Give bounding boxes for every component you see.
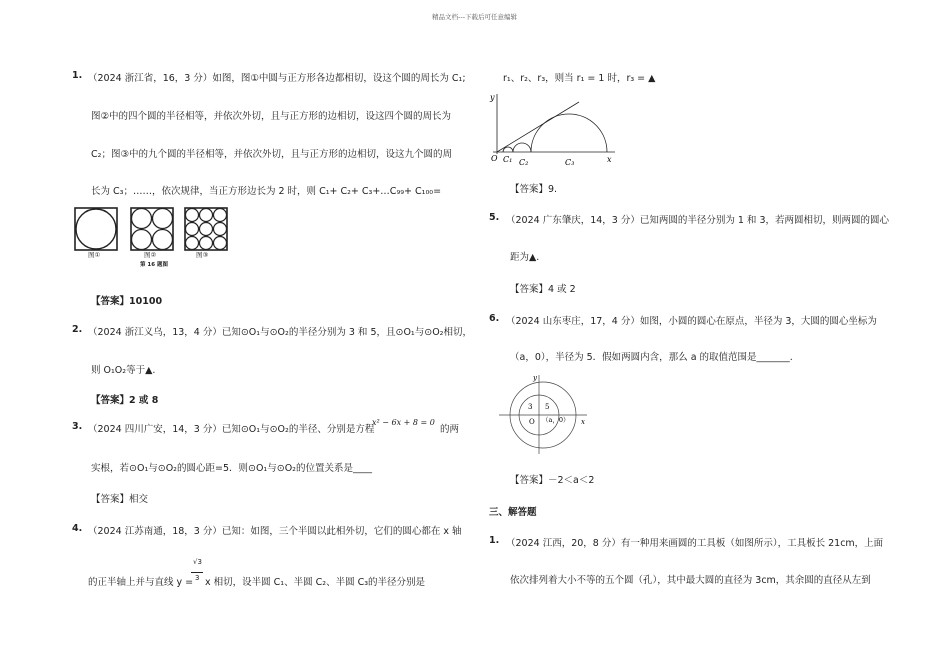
q1-fig2-square xyxy=(131,208,173,250)
q3-line-1b: 的两 xyxy=(440,424,460,435)
s1-line-1: （2024 江西，20，8 分）有一种用来画圆的工具板（如图所示），工具板长 21cm，上面 xyxy=(506,538,884,549)
q1-fig1-square xyxy=(75,208,117,250)
q1-line-2: 图②中的四个圆的半径相等，并依次外切，且与正方形的边相切，设这四个圆的周长为 xyxy=(91,111,452,122)
page-header: 精品文档---下载后可任意编辑 xyxy=(432,13,518,21)
q1-fig3-square xyxy=(185,208,227,250)
q4-semicircle-c3 xyxy=(531,114,607,152)
q4-line-2a: 的正半轴上并与直线 y = xyxy=(88,577,194,588)
q6-label-r5: 5 xyxy=(545,403,550,411)
q1-line-4: 长为 C₃；……，依次规律，当正方形边长为 2 时，则 C₁+ C₂+ C₃+…C₉₉+ C₁₀₀= xyxy=(91,186,442,197)
q6-number: 6. xyxy=(489,313,500,324)
q2-answer: 【答案】2 或 8 xyxy=(91,395,159,406)
q4-label-x: x xyxy=(607,155,612,164)
q4-frac-num: √3 xyxy=(193,558,202,566)
q6-label-r3: 3 xyxy=(528,403,533,411)
q4-answer: 【答案】9. xyxy=(510,184,558,195)
q6-answer: 【答案】－2＜a＜2 xyxy=(510,475,595,486)
q5-line-2: 距为▲. xyxy=(510,252,540,263)
q4-tangent-line xyxy=(497,102,579,152)
q6-label-y: y xyxy=(533,374,537,382)
q1-fig2-circle xyxy=(132,230,152,250)
q3-answer: 【答案】相交 xyxy=(91,494,149,505)
q6-line-2: （a，0），半径为 5．假如两圆内含，那么 a 的取值范围是_______. xyxy=(510,352,793,363)
q5-answer: 【答案】4 或 2 xyxy=(510,284,576,295)
q5-line-1: （2024 广东肇庆，14，3 分）已知两圆的半径分别为 1 和 3，若两圆相切，则两圆的圆心 xyxy=(506,215,889,226)
q4-frac-bar xyxy=(191,572,203,573)
q4-label-c2: C₂ xyxy=(519,158,529,167)
q5-number: 5. xyxy=(489,212,500,223)
q1-fig2-circle xyxy=(153,209,173,229)
q6-label-x: x xyxy=(581,418,585,426)
q1-fig2-circle xyxy=(132,209,152,229)
q1-number: 1. xyxy=(72,70,83,81)
q4-number: 4. xyxy=(72,523,83,534)
q4-label-y: y xyxy=(490,93,495,102)
section-heading: 三、解答题 xyxy=(489,507,537,518)
q4-line-1: （2024 江苏南通，18，3 分）已知：如图，三个半圆以此相外切，它们的圆心都在 x 轴 xyxy=(88,526,462,537)
q3-number: 3. xyxy=(72,421,83,432)
q4-label-c3: C₃ xyxy=(565,158,575,167)
q1-answer: 【答案】10100 xyxy=(91,296,163,307)
q6-label-point: （a，0） xyxy=(542,416,570,424)
s1-line-2: 依次排列着大小不等的五个圆（孔），其中最大圆的直径为 3cm，其余圆的直径从左到 xyxy=(510,575,871,586)
q4-figure xyxy=(487,90,622,170)
s1-number: 1. xyxy=(489,535,500,546)
q4-line-2b: x 相切，设半圆 C₁、半圆 C₂、半圆 C₃的半径分别是 xyxy=(205,577,426,588)
q6-label-o: O xyxy=(529,418,535,426)
q1-fig3-label: 图③ xyxy=(196,251,209,259)
q1-line-1: （2024 浙江省，16，3 分）如图，图①中圆与正方形各边都相切，设这个圆的周长为 C₁; xyxy=(88,73,466,84)
q4-label-c1: C₁ xyxy=(503,155,513,164)
q1-fig1-circle xyxy=(76,209,116,249)
q3-equation: x² − 6x + 8 = 0 xyxy=(372,418,435,427)
q1-line-3: C₂；图③中的九个圆的半径相等，并依次外切，且与正方形的边相切，设这九个圆的周 xyxy=(91,149,452,160)
q1-fig-caption: 第 16 题图 xyxy=(140,262,168,268)
q2-line-2: 则 O₁O₂等于▲. xyxy=(91,365,156,376)
q3-line-2: 实根，若⊙O₁与⊙O₂的圆心距=5．则⊙O₁与⊙O₂的位置关系是____ xyxy=(91,463,372,474)
q1-fig2-label: 图② xyxy=(144,251,157,259)
q2-number: 2. xyxy=(72,324,83,335)
q4-label-o: O xyxy=(491,154,498,163)
q2-line-1: （2024 浙江义乌，13，4 分）已知⊙O₁与⊙O₂的半径分别为 3 和 5，且⊙O₁与⊙O₂相切， xyxy=(88,327,472,338)
q6-line-1: （2024 山东枣庄，17，4 分）如图，小圆的圆心在原点，半径为 3，大圆的圆心坐标为 xyxy=(506,316,877,327)
q4-semicircle-c2 xyxy=(513,143,531,152)
q1-fig2-circle xyxy=(153,230,173,250)
q6-figure xyxy=(495,372,595,457)
q4-frac-den: 3 xyxy=(195,574,200,582)
q1-fig1-label: 图① xyxy=(88,251,101,259)
q4-continued: r₁、r₂、r₃，则当 r₁ = 1 时，r₃ = ▲ xyxy=(503,73,656,84)
q3-line-1a: （2024 四川广安，14，3 分）已知⊙O₁与⊙O₂的半径、分别是方程 xyxy=(88,424,375,435)
